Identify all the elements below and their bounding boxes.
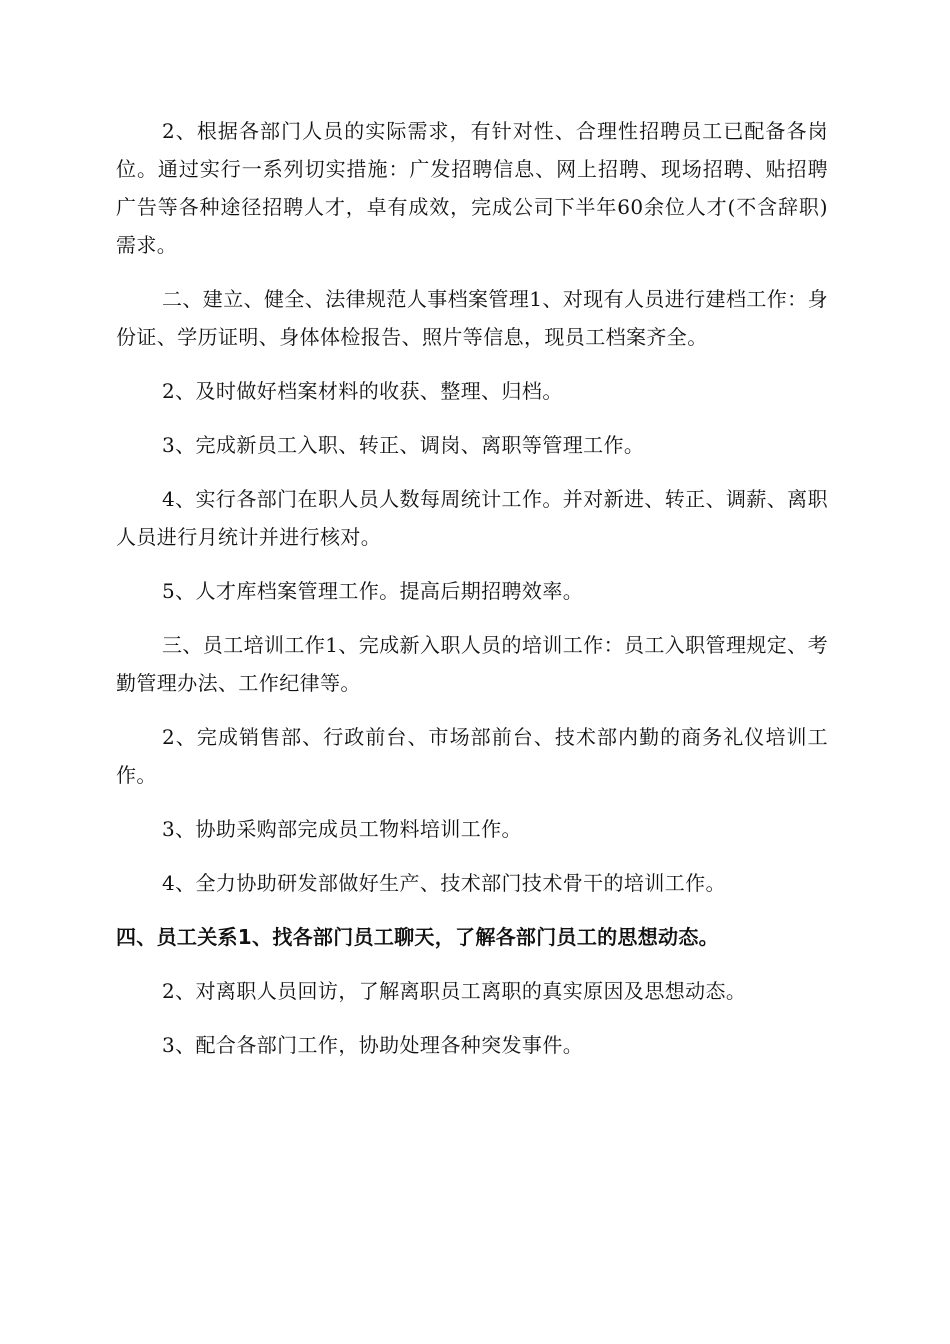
paragraph-relations-3: 3、配合各部门工作，协助处理各种突发事件。 bbox=[162, 1033, 584, 1057]
paragraph-archives-4: 4、实行各部门在职人员人数每周统计工作。并对新进、转正、调薪、离职人员进行月统计并进行核对。 bbox=[116, 487, 828, 549]
document-body bbox=[116, 112, 828, 1064]
paragraph-archives-5: 5、人才库档案管理工作。提高后期招聘效率。 bbox=[162, 579, 584, 603]
paragraph-training-4: 4、全力协助研发部做好生产、技术部门技术骨干的培训工作。 bbox=[162, 871, 726, 895]
paragraph-recruitment-2: 2、根据各部门人员的实际需求，有针对性、合理性招聘员工已配备各岗位。通过实行一系列切实措施：广发招聘信息、网上招聘、现场招聘、贴招聘广告等各种途径招聘人才，卓有成效，完成公司下半年60余位人才(不含辞职)需求。 bbox=[116, 119, 828, 257]
paragraph-relations-2: 2、对离职人员回访，了解离职员工离职的真实原因及思想动态。 bbox=[162, 979, 747, 1003]
paragraph-section-2-archives: 二、建立、健全、法律规范人事档案管理1、对现有人员进行建档工作：身份证、学历证明、身体体检报告、照片等信息，现员工档案齐全。 bbox=[116, 287, 828, 349]
paragraph-section-4-relations: 四、员工关系1、找各部门员工聊天，了解各部门员工的思想动态。 bbox=[116, 925, 719, 949]
paragraph-section-3-training: 三、员工培训工作1、完成新入职人员的培训工作：员工入职管理规定、考勤管理办法、工作纪律等。 bbox=[116, 633, 828, 695]
paragraph-archives-2: 2、及时做好档案材料的收获、整理、归档。 bbox=[162, 379, 563, 403]
paragraph-training-3: 3、协助采购部完成员工物料培训工作。 bbox=[162, 817, 522, 841]
paragraph-archives-3: 3、完成新员工入职、转正、调岗、离职等管理工作。 bbox=[162, 433, 645, 457]
paragraph-training-2: 2、完成销售部、行政前台、市场部前台、技术部内勤的商务礼仪培训工作。 bbox=[116, 725, 828, 787]
